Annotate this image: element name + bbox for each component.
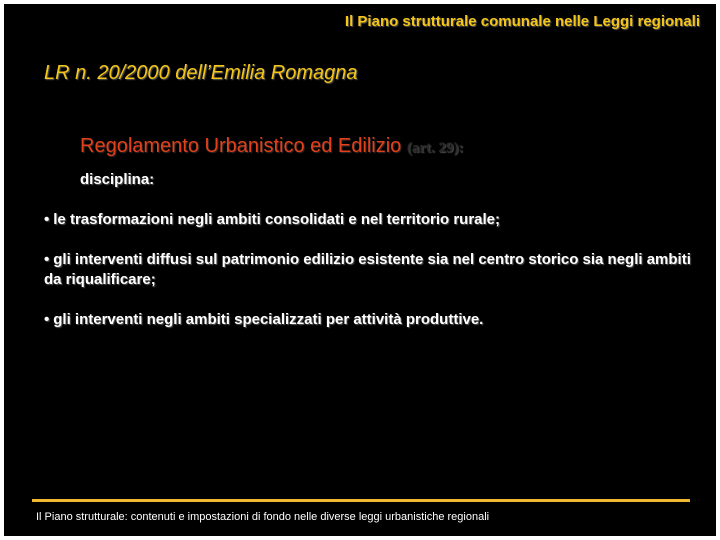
slide-header-title: Il Piano strutturale comunale nelle Leggi regionali [344, 13, 700, 30]
bullet-text: gli interventi diffusi sul patrimonio edilizio esistente sia nel centro storico sia negli ambiti da riqualificare; [44, 251, 691, 288]
law-title: LR n. 20/2000 dell’Emilia Romagna [44, 62, 358, 84]
regulation-title: Regolamento Urbanistico ed Edilizio [80, 135, 402, 157]
bullet-item [44, 210, 694, 230]
bullet-text: le trasformazioni negli ambiti consolidati e nel territorio rurale; [53, 211, 501, 228]
bullet-list [44, 210, 694, 350]
bullet-text: gli interventi negli ambiti specializzati per attività produttive. [53, 311, 484, 328]
bullet-icon: • [44, 251, 50, 268]
regulation-heading [80, 135, 463, 158]
bullet-item [44, 310, 694, 330]
footer-divider [32, 499, 690, 502]
bullet-item [44, 250, 694, 290]
slide [4, 4, 716, 536]
regulation-article: (art. 29): [406, 140, 464, 156]
bullet-icon: • [44, 311, 50, 328]
bullet-icon: • [44, 211, 50, 228]
footer-text: Il Piano strutturale: contenuti e impostazioni di fondo nelle diverse leggi urbanistiche regionali [36, 511, 490, 523]
intro-label: disciplina: [80, 171, 155, 188]
